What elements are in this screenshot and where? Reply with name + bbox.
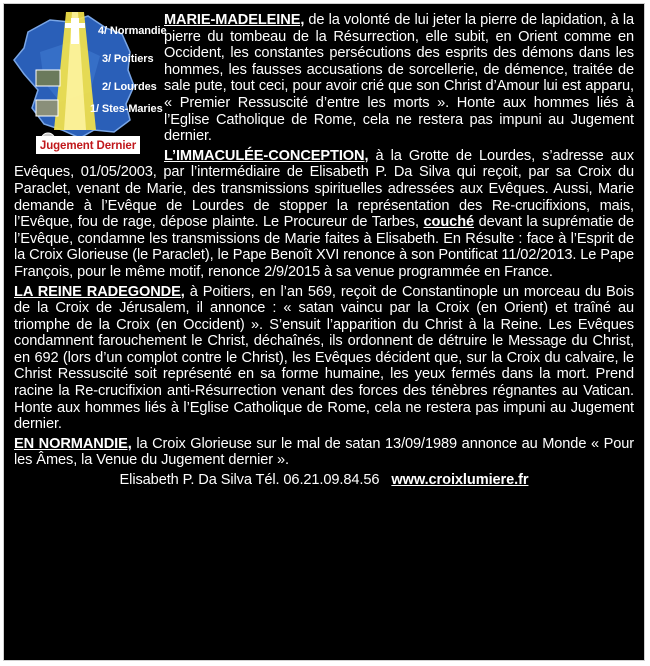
heading-reine-radegonde: LA REINE RADEGONDE,	[14, 283, 185, 300]
leaflet-panel	[3, 3, 645, 661]
text-immaculee-part2: devant la suprématie de l’Evêque, condamne les transmissions de Marie faites à Elisabeth. En Résulte : face à l’Esprit de la Croix Glorieuse (le Paraclet), le Pape Benoît XVI renonce à son Pontificat 11/02/2013. Le Pape François, pour le même motif, renonce 2/9/2015 à sa venue programmée en France.	[14, 214, 635, 280]
heading-marie-madeleine: MARIE-MADELEINE,	[164, 12, 305, 28]
logo-line-2: 3/ Poitiers	[102, 53, 154, 65]
footer-contact: Elisabeth P. Da Silva Tél. 06.21.09.84.56	[119, 472, 380, 489]
photo-thumb-lourdes	[36, 100, 58, 116]
heading-en-normandie: EN NORMANDIE,	[14, 435, 132, 452]
logo-line-4: 1/ Stes-Maries	[90, 103, 163, 115]
france-map-icon	[10, 12, 167, 158]
section-en-normandie	[14, 436, 634, 469]
text-marie-madeleine: de la volonté de lui jeter la pierre de lapidation, à la pierre du tombeau de la Résurrection, elle subit, en Orient comme en Occident, les constantes persécutions des esprits des démons dans les hommes, les fausses accusations de sorcellerie, de démence, traitée de sale pute, tout ceci, pour avoir crié que son Christ d’Amour lui est apparu, « Premier Ressuscité d’entre les morts ». Honte aux hommes liés à l’Eglise Catholique de Rome, cela ne restera pas impuni au Jugement dernier.	[164, 12, 634, 145]
section-immaculee-conception	[14, 148, 634, 281]
text-en-normandie: la Croix Glorieuse sur le mal de satan 13/09/1989 annonce au Monde « Pour les Âmes, la Venue du Jugement dernier ».	[14, 435, 634, 469]
photo-thumb-poitiers	[36, 70, 60, 86]
cross-figure	[71, 18, 79, 44]
footer	[14, 472, 634, 489]
text-immaculee-part1: à la Grotte de Lourdes, s’adresse aux Evêques, 01/05/2003, par l’intermédiaire de Elisabeth P. Da Silva qui reçoit, par sa Croix du Paraclet, venant de Marie, des transmissions spirituelles adressées aux Evêques. Aussi, Marie demande à l’Evêque de Lourdes de stopper la représentation des Re-crucifixions, mais, l’Evêque, fou de rage, dépose plainte. Le Procureur de Tarbes,	[14, 147, 634, 231]
emphasis-couche: couché	[423, 214, 475, 231]
logo-line-1: 4/ Normandie	[98, 25, 167, 37]
heading-immaculee-conception: L’IMMACULÉE-CONCEPTION,	[164, 147, 369, 164]
jugement-dernier-logo	[10, 12, 167, 158]
logo-banner-text: Jugement Dernier	[39, 140, 137, 152]
website-link[interactable]: www.croixlumiere.fr	[391, 472, 529, 489]
logo-line-3: 2/ Lourdes	[102, 81, 157, 93]
text-reine-radegonde: à Poitiers, en l’an 569, reçoit de Constantinople un morceau du Bois de la Croix de Jérusalem, il annonce : « satan vaincu par la Croix (en Orient) et traîné au triomphe de la Croix (en Occident) ». S’ensuit l’apparition du Christ à la Reine. Les Evêques condamnent farouchement le Christ, déchaînés, ils ordonnent de détruire le Message du Christ, en 692 (lors d’un complot contre le Christ), les Evêques décident que, sur la Croix du calvaire, le Christ Ressuscité soit représenté en sa forme humaine, les yeux fermés dans la mort. Prend racine la Re-crucifixion anti-Résurrection venant des forces des ténèbres régnantes au Vatican. Honte aux hommes liés à l’Eglise Catholique de Rome, cela ne restera pas impuni au Jugement dernier.	[14, 283, 634, 433]
section-reine-radegonde	[14, 284, 634, 433]
cross-bar	[65, 23, 85, 28]
